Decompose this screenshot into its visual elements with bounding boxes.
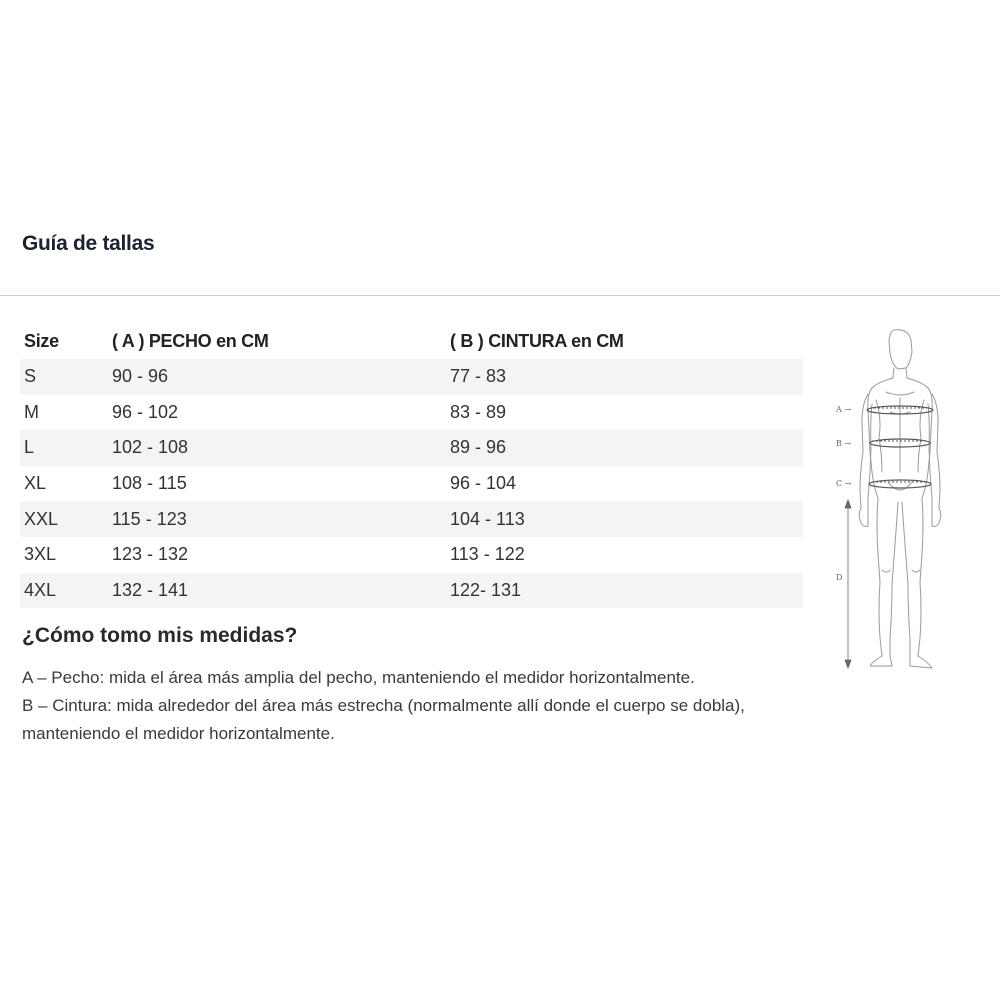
cell-size: XXL [20,501,108,537]
table-row [20,573,803,609]
table-row [20,501,803,537]
cell-waist: 83 - 89 [450,401,507,422]
cell-chest: 102 - 108 [108,430,446,466]
cell-waist: 89 - 96 [446,430,803,466]
label-d: D [836,573,843,582]
cell-size: L [20,430,108,466]
waist-instruction: B – Cintura: mida alrededor del área más estrecha (normalmente allí donde el cuerpo se dobla), manteniendo el medidor horizontalmente. [22,696,745,743]
cell-waist: 96 - 104 [450,473,517,494]
cell-chest: 123 - 132 [112,544,189,565]
cell-chest: 115 - 123 [108,501,446,537]
cell-chest: 132 - 141 [108,573,446,609]
header-waist: ( B ) CINTURA en CM [450,331,624,351]
cell-size: 3XL [24,544,57,565]
table-row [20,395,803,431]
table-row [20,430,803,466]
cell-chest: 90 - 96 [108,359,446,395]
cell-size: M [24,401,39,422]
figure-head [889,330,912,369]
table-row [20,466,803,502]
cell-size: S [20,359,108,395]
cell-chest: 96 - 102 [112,401,179,422]
body-measurement-figure [832,322,964,678]
header-divider [0,295,1000,296]
cell-chest: 108 - 115 [112,473,187,494]
cell-size: 4XL [20,573,108,609]
label-a: A → [836,405,852,414]
table-header-row [20,324,803,359]
label-b: B → [836,439,852,448]
page-title: Guía de tallas [22,232,155,255]
table-row [20,537,803,573]
cell-waist: 77 - 83 [446,359,803,395]
header-chest: ( A ) PECHO en CM [112,331,269,351]
cell-size: XL [24,473,47,494]
figure-right-leg [902,498,923,656]
how-to-measure-text [22,664,812,748]
hip-band [869,480,931,488]
cell-waist: 113 - 122 [450,544,525,565]
chest-instruction: A – Pecho: mida el área más amplia del pecho, manteniendo el medidor horizontalmente. [22,668,695,687]
table-row [20,359,803,395]
header-size: Size [24,331,59,351]
cell-waist: 122- 131 [446,573,803,609]
how-to-measure-title: ¿Cómo tomo mis medidas? [22,624,298,647]
cell-waist: 104 - 113 [446,501,803,537]
size-table [20,324,803,608]
figure-left-leg [877,498,898,656]
label-c: C → [836,479,852,488]
